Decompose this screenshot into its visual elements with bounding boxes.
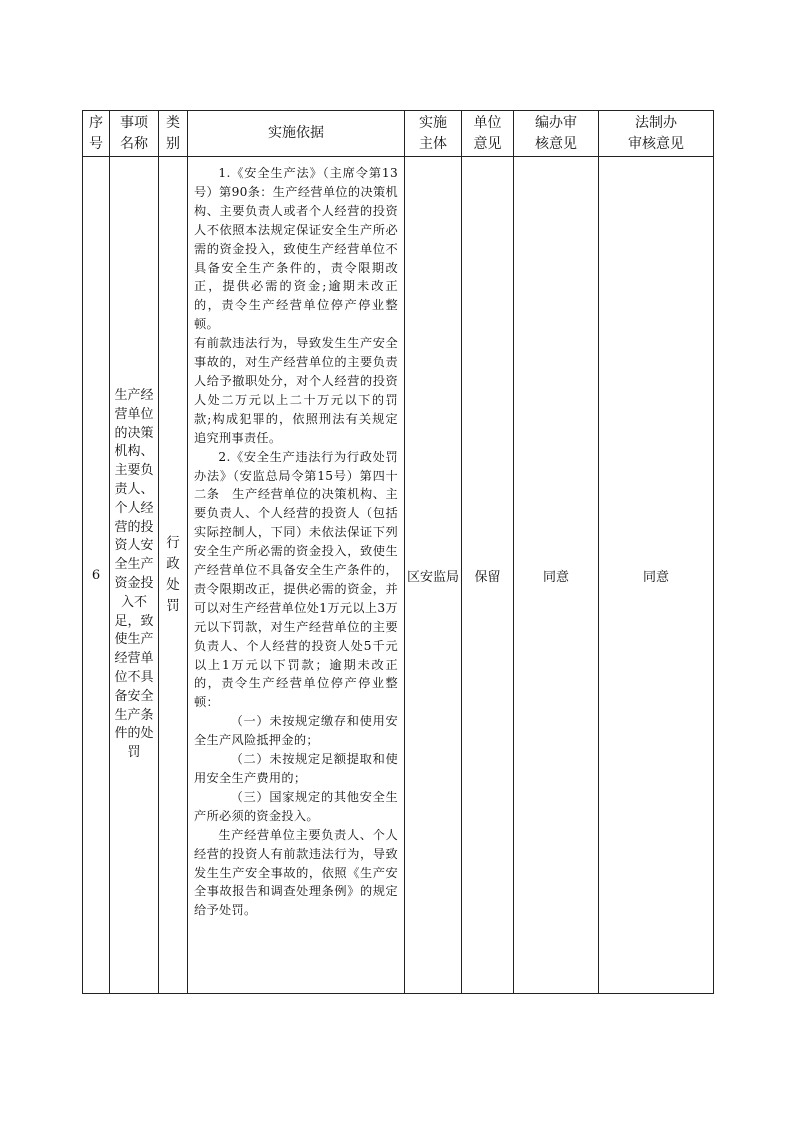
item-name-line: 生产条 — [114, 707, 154, 723]
basis-paragraph: 生产经营单位主要负责人、个人经营的投资人有前款违法行为，导致发生生产安全事故的，依照《生产安全事故报告和调查处理条例》的规定给予处罚。 — [194, 827, 398, 918]
authority-table — [82, 110, 714, 994]
header-subject: 实施 主体 — [405, 111, 462, 157]
item-name-line: 个人经 — [114, 500, 154, 516]
item-name-line: 营单位 — [114, 406, 154, 422]
item-name-line: 责人、 — [114, 482, 154, 498]
item-category-char: 罚 — [166, 598, 180, 614]
header-unit-opinion: 单位 意见 — [462, 111, 514, 157]
header-name: 事项 名称 — [110, 111, 159, 157]
basis-paragraph: （二）未按规定足额提取和使用安全生产费用的； — [194, 752, 398, 785]
header-basis: 实施依据 — [188, 111, 405, 157]
item-name-line: 资金投 — [114, 576, 154, 591]
basis-paragraph: 1.《安全生产法》（主席令第13号）第90条：生产经营单位的决策机构、主要负责人或者个人经营的投资人不依照本法规定保证安全生产所必需的资金投入，致使生产经营单位不具备安全生产条件的，责令限期改正，提供必需的资金;逾期未改正的，责令生产经营单位停产停业整顿。 — [194, 166, 398, 332]
item-name — [110, 387, 158, 763]
cell-subject: 区安监局 — [405, 157, 462, 994]
cell-seq: 6 — [83, 157, 110, 994]
cell-basis — [188, 157, 405, 994]
item-name-line: 的决策 — [114, 425, 154, 441]
item-name-line: 件的处 — [114, 726, 154, 742]
item-category-char: 行 — [166, 535, 180, 551]
item-name-line: 经营单 — [114, 651, 154, 667]
cell-category — [159, 157, 188, 994]
header-seq: 序 号 — [83, 111, 110, 157]
item-name-line: 位不具 — [114, 669, 154, 685]
header-legal-opinion: 法制办 审核意见 — [599, 111, 714, 157]
item-name-line: 全生产 — [114, 557, 154, 573]
cell-editorial-opinion: 同意 — [514, 157, 599, 994]
item-category-char: 政 — [166, 556, 180, 572]
item-name-line: 足，致 — [114, 613, 154, 629]
item-name-line: 备安全 — [114, 688, 154, 704]
item-name-line: 使生产 — [114, 632, 154, 648]
item-name-line: 生产经 — [114, 388, 154, 404]
basis-paragraph: 2.《安全生产违法行为行政处罚办法》（安监总局令第15号）第四十二条 生产经营单位的决策机构、主要负责人、个人经营的投资人（包括实际控制人，下同）未依法保证下列安全生产所必需的资金投入，致使生产经营单位不具备安全生产条件的，责令限期改正，提供必需的资金，并可以对生产经营单位处1万元以上3万元以下罚款，对生产经营单位的主要负责人、个人经营的投资人处5千元以上1万元以下罚款；逾期未改正的，责令生产经营单位停产停业整顿： — [194, 449, 398, 710]
basis-paragraph: 有前款违法行为，导致发生生产安全事故的，对生产经营单位的主要负责人给予撤职处分，对个人经营的投资人处二万元以上二十万元以下的罚款;构成犯罪的，依照刑法有关规定追究刑事责任。 — [194, 336, 398, 445]
item-category — [159, 533, 187, 617]
basis-paragraph: （一）未按规定缴存和使用安全生产风险抵押金的； — [194, 714, 398, 748]
table-row — [83, 157, 714, 994]
item-name-line: 主要负 — [114, 463, 154, 479]
cell-name — [110, 157, 159, 994]
item-category-char: 处 — [166, 577, 180, 593]
item-name-line: 机构、 — [114, 444, 154, 460]
cell-legal-opinion: 同意 — [599, 157, 714, 994]
header-editorial-opinion: 编办审 核意见 — [514, 111, 599, 157]
basis-paragraph: （三）国家规定的其他安全生产所必须的资金投入。 — [194, 789, 398, 823]
cell-unit-opinion: 保留 — [462, 157, 514, 994]
header-category: 类 别 — [159, 111, 188, 157]
header-row — [83, 111, 714, 157]
basis-text — [188, 157, 404, 924]
item-name-line: 罚 — [127, 745, 141, 761]
item-name-line: 资人安 — [114, 538, 154, 554]
item-name-line: 入不 — [120, 594, 147, 610]
item-name-line: 营的投 — [114, 519, 154, 535]
